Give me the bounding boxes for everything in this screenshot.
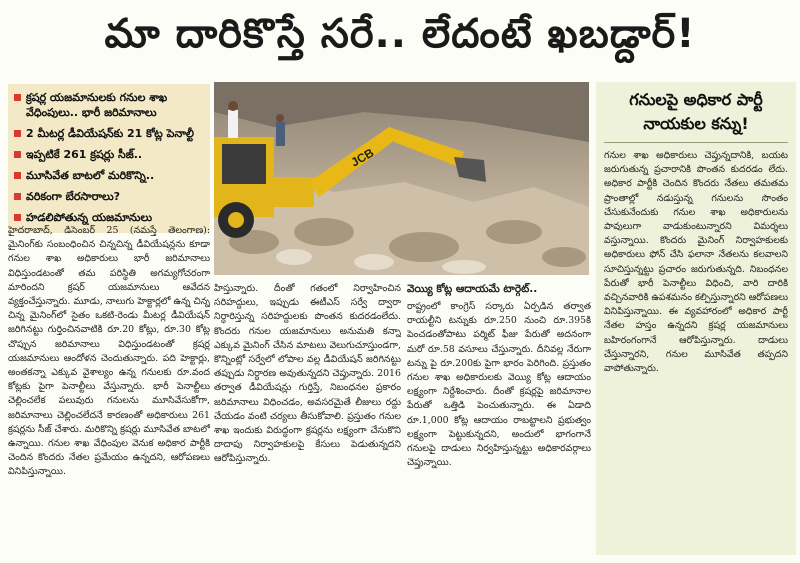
key-point: 2 మీటర్ల డీవియేషన్‌కు 21 కోట్ల పెనాల్టీ	[14, 126, 204, 141]
article-column-1: హైదరాబాద్, డిసెంబర్ 25 (నమస్తే తెలంగాణ): మైనింగ్‌కు సంబంధించిన చిన్నచిన్న డీవియేషన్లను కూడా గనుల శాఖ అధికారులు భారీ జరిమానాలు విధిస్తుండటంతో తమ పరిస్థితి అగమ్యగోచరంగా మారిందని క్రషర్ యజమానులు ఆవేదన వ్యక్తంచేస్తున్నారు. మూడు, నాలుగు హెక్టార్లలో ఉన్న చిన్న చిన్న మైనింగ్‌లో సైతం ఒకటి-రెండు మీటర్ల డీవియేషన్ జరిగినట్టు గుర్తించినవాటికి రూ.20 కోట్లు, రూ.30 కోట్ల చొప్పున జరిమానాలు విధిస్తుండటంతో క్రషర్ల యజమానులు ఆందోళన చెందుతున్నారు. పది హెక్టార్లు, అంతకన్నా ఎక్కువ వైశాల్యం ఉన్న గనులకు రూ.వంద కోట్లకు పైగా పెనాల్టీలు వేస్తున్నారు. భారీ పెనాల్టీలు చెల్లించలేక పలువురు గనులను మూసివేసుకోగా, జరిమానాలు చెల్లించలేదనే కారణంతో అధికారులు 261 క్రషర్లను సీజ్ చేశారు. మరికొన్ని క్రషర్లు మూసివేత బాటలో ఉన్నాయి. గనుల శాఖ వేధింపుల వెనుక అధికార పార్టీకి చెందిన కొందరు నేతల ప్రమేయం ఉన్నదని, ఆరోపణలు వినిపిస్తున్నాయి.	[8, 225, 210, 478]
article-column-2: హిస్తున్నారు. దీంతో గతంలో నిర్వాహించిన సరిహద్దులు, ఇప్పుడు ఈటీఎస్ సర్వే ద్వారా నిర్ధారిస్తున్న సరిహద్దులకు పొంతన కుదరడంలేదు. కొందరు గనుల యజమానులు అనుమతి కన్నా ఎక్కువ మైనింగ్ చేసిన మాటలు వెలుగుచూస్తుండగా, కొన్నింట్లో సర్వేలో లోపాల వల్ల డీవియేషన్ జరిగినట్టు తప్పుడు నిర్ధారణ అవుతున్నదని చెప్తున్నారు. 2016 తర్వాత డీవియేషన్లు గుర్తిస్తే, నిబంధనల ప్రకారం జరిమానాలు విధించడం, అవసరమైతే లీజులు రద్దు చేయడం వంటి చర్యలు తీసుకోవాలి. ప్రస్తుతం గనుల శాఖ ఇందుకు విరుద్ధంగా క్రషర్లను లక్ష్యంగా చేసుకొని దాదాపు నిర్వాహకులపై కేసులు పెడుతున్నదని ఆరోపిస్తున్నారు.	[214, 283, 401, 465]
bullet-square-icon	[14, 214, 21, 221]
article-column-3-body: రాష్ట్రంలో కాంగ్రెస్ సర్కారు ఏర్పడిన తర్వాత రాయల్టీని టన్నుకు రూ.250 నుంచి రూ.395కి పెంచడంతోపాటు పర్మిట్ ఫీజు పేరుతో అదనంగా మరో రూ.58 వసూలు చేస్తున్నారు. దీనివల్ల నేరుగా టన్ను పై రూ.200కు పైగా భారం పెరిగింది. ప్రస్తుతం గనుల శాఖ అధికారులకు వెయ్యి కోట్ల ఆదాయం లక్ష్యంగా నిర్దేశించారు. దీంతో క్రషర్లపై జరిమానాల పేరుతో ఒత్తిడి పెంచుతున్నారు. ఈ ఏడాది రూ.1,000 కోట్ల ఆదాయం రాబట్టాలని ప్రభుత్వం లక్ష్యంగా పెట్టుకున్నదని, అందులో భాగంగానే గనులపై దాడులు నిర్వహిస్తున్నట్టు అధికారవర్గాలు చెప్తున్నాయి.	[407, 301, 591, 469]
key-point: ఇప్పటికే 261 క్రషర్లు సీజ్..	[14, 147, 204, 162]
subheading: వెయ్యి కోట్ల ఆదాయమే టార్గెట్..	[407, 283, 538, 295]
bullet-square-icon	[14, 172, 21, 179]
key-point: వరికంగా బేరసారాలు?	[14, 189, 204, 204]
headline: మా దారికొస్తే సరే.. లేదంటే ఖబడ్దార్!	[104, 11, 696, 57]
key-point: క్రషర్ల యజమానులకు గనుల శాఖ వేధింపులు.. భారీ జరిమానాలు	[14, 90, 204, 120]
sidebar-box	[596, 82, 796, 555]
bullet-square-icon	[14, 94, 21, 101]
bullet-square-icon	[14, 193, 21, 200]
svg-text:JCB: JCB	[348, 145, 377, 170]
excavator-photo	[214, 82, 589, 275]
key-points-box	[8, 84, 210, 233]
sidebar-title: గనులపై అధికార పార్టీ నాయకుల కన్ను!	[604, 88, 788, 143]
bullet-square-icon	[14, 151, 21, 158]
article-column-3	[407, 282, 591, 556]
key-point: మూసివేత బాటలో మరికొన్ని..	[14, 168, 204, 183]
key-point: హడలిపోతున్న యజమానులు	[14, 210, 204, 225]
sidebar-body: గనుల శాఖ అధికారులు చెప్తున్నదానికి, బయట జరుగుతున్న ప్రచారానికి పొంతన కుదరడం లేదు. అధికార పార్టీకి చెందిన కొందరు నేతలు తమతమ ప్రాంతాల్లో నడుస్తున్న గనులను సొంతం చేసుకునేందుకు గనుల శాఖ అధికారులను పావులుగా వాడుకుంటున్నారని విమర్శలు వస్తున్నాయి. కొందరు మైనింగ్ నిర్వాహకులకు అధికారులు ఫోన్ చేసి ఫలానా నేతలను కలవాలని సూచిస్తున్నట్టు ప్రచారం జరుగుతున్నది. నిబంధనల పేరుతో భారీ పెనాల్టీలు విధించి, వారి దారికి వచ్చినవారికి ఉపశమనం కల్పిస్తున్నారని ఆరోపణలు వినిపిస్తున్నాయి. ఈ వ్యవహారంలో అధికార పార్టీ నేతల హస్తం ఉన్నదని క్రషర్ల యజమానులు బహిరంగంగానే ఆరోపిస్తున్నారు. దాడులు చేస్తున్నారని, గనుల మూసివేత తప్పదని వాపోతున్నారు.	[604, 150, 788, 375]
bullet-square-icon	[14, 130, 21, 137]
